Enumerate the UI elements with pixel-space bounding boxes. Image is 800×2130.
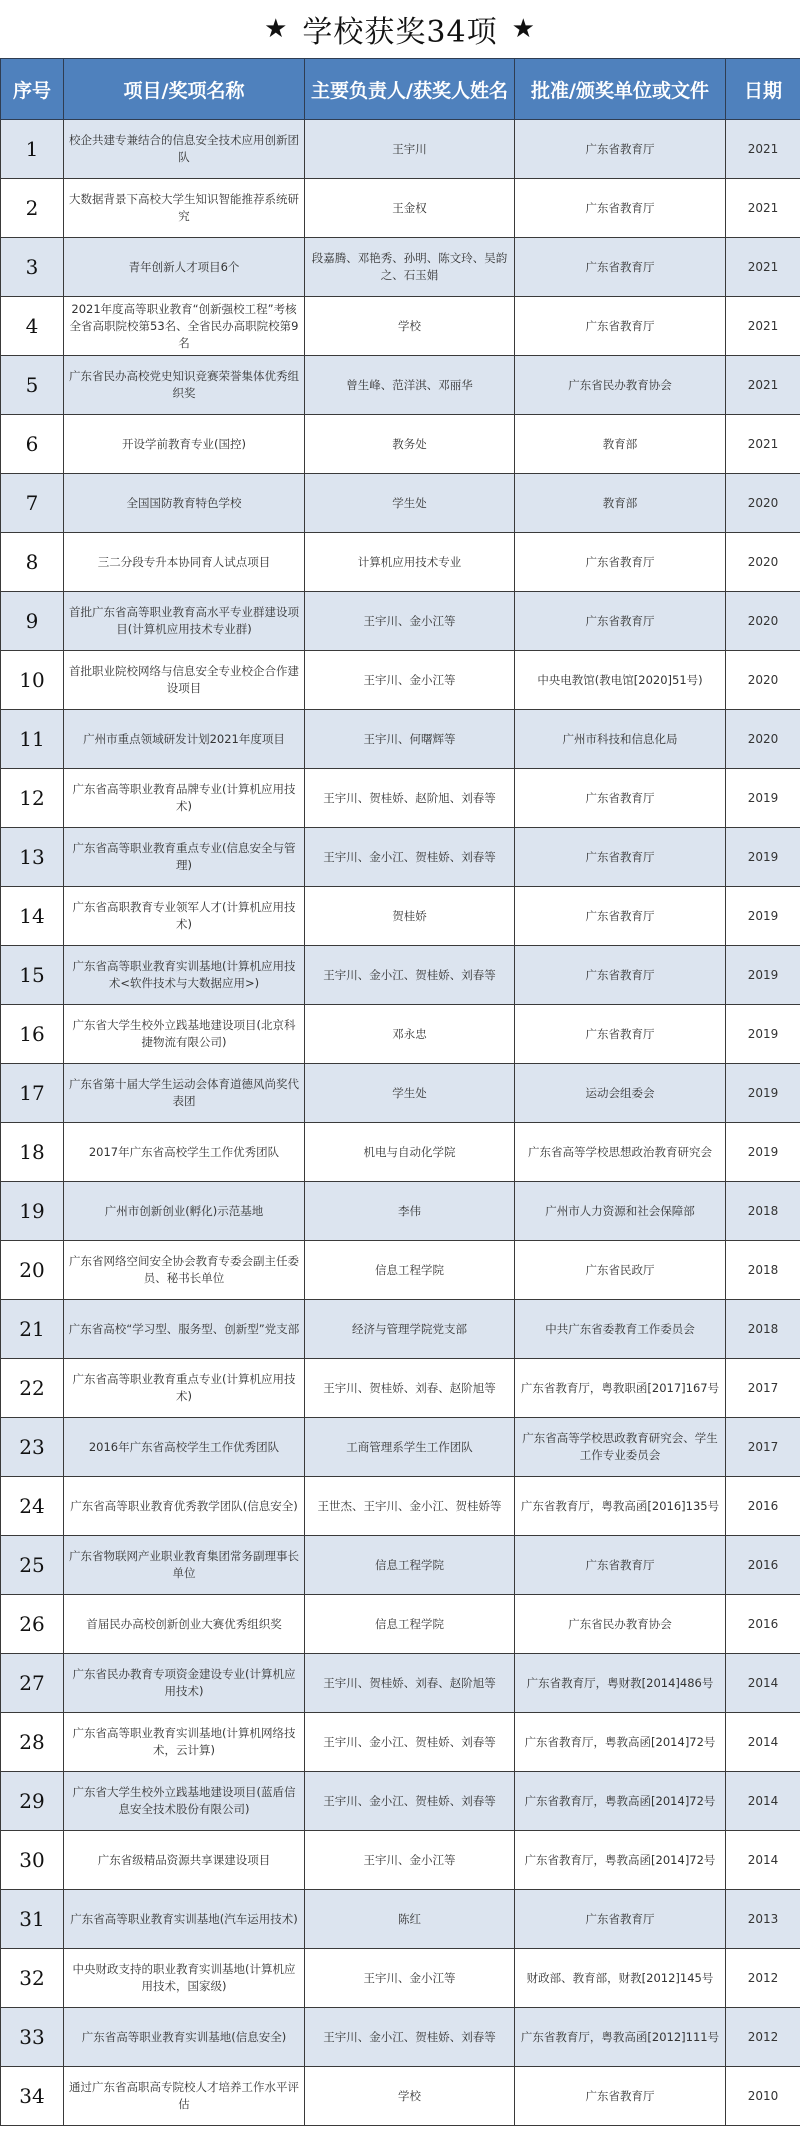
cell-person: 王宇川、金小江等 bbox=[305, 592, 515, 651]
cell-project: 2021年度高等职业教育“创新强校工程”考核全省高职院校第53名、全省民办高职院校第9名 bbox=[64, 297, 305, 356]
cell-date: 2017 bbox=[726, 1418, 800, 1477]
cell-project: 中央财政支持的职业教育实训基地(计算机应用技术，国家级) bbox=[64, 1949, 305, 2008]
header-issuer: 批准/颁奖单位或文件 bbox=[515, 59, 726, 120]
cell-person: 曾生峰、范洋淇、邓丽华 bbox=[305, 356, 515, 415]
cell-date: 2020 bbox=[726, 651, 800, 710]
cell-issuer: 广东省教育厅 bbox=[515, 828, 726, 887]
cell-project: 首批广东省高等职业教育高水平专业群建设项目(计算机应用技术专业群) bbox=[64, 592, 305, 651]
cell-project: 通过广东省高职高专院校人才培养工作水平评估 bbox=[64, 2067, 305, 2126]
cell-person: 王世杰、王宇川、金小江、贺桂娇等 bbox=[305, 1477, 515, 1536]
cell-project: 广东省高等职业教育实训基地(计算机应用技术<软件技术与大数据应用>) bbox=[64, 946, 305, 1005]
cell-index: 6 bbox=[1, 415, 64, 474]
cell-date: 2019 bbox=[726, 1123, 800, 1182]
cell-project: 2016年广东省高校学生工作优秀团队 bbox=[64, 1418, 305, 1477]
cell-index: 22 bbox=[1, 1359, 64, 1418]
cell-person: 学校 bbox=[305, 2067, 515, 2126]
cell-person: 王宇川、贺桂娇、赵阶旭、刘春等 bbox=[305, 769, 515, 828]
cell-index: 2 bbox=[1, 179, 64, 238]
cell-date: 2021 bbox=[726, 415, 800, 474]
table-row bbox=[1, 179, 800, 238]
cell-project: 开设学前教育专业(国控) bbox=[64, 415, 305, 474]
cell-index: 30 bbox=[1, 1831, 64, 1890]
cell-date: 2020 bbox=[726, 592, 800, 651]
cell-issuer: 广东省教育厅 bbox=[515, 2067, 726, 2126]
cell-date: 2012 bbox=[726, 1949, 800, 2008]
table-row bbox=[1, 887, 800, 946]
header-date: 日期 bbox=[726, 59, 800, 120]
cell-issuer: 中央电教馆(教电馆[2020]51号) bbox=[515, 651, 726, 710]
cell-person: 李伟 bbox=[305, 1182, 515, 1241]
cell-project: 广东省第十届大学生运动会体育道德风尚奖代表团 bbox=[64, 1064, 305, 1123]
table-row bbox=[1, 1418, 800, 1477]
cell-index: 31 bbox=[1, 1890, 64, 1949]
cell-person: 计算机应用技术专业 bbox=[305, 533, 515, 592]
cell-project: 广东省大学生校外立践基地建设项目(北京科捷物流有限公司) bbox=[64, 1005, 305, 1064]
cell-issuer: 广东省教育厅，粤财教[2014]486号 bbox=[515, 1654, 726, 1713]
cell-date: 2017 bbox=[726, 1359, 800, 1418]
cell-person: 陈红 bbox=[305, 1890, 515, 1949]
cell-project: 广州市重点领域研发计划2021年度项目 bbox=[64, 710, 305, 769]
cell-index: 13 bbox=[1, 828, 64, 887]
cell-issuer: 中共广东省委教育工作委员会 bbox=[515, 1300, 726, 1359]
cell-person: 王宇川、贺桂娇、刘春、赵阶旭等 bbox=[305, 1359, 515, 1418]
table-row bbox=[1, 474, 800, 533]
cell-index: 15 bbox=[1, 946, 64, 1005]
cell-project: 广东省物联网产业职业教育集团常务副理事长单位 bbox=[64, 1536, 305, 1595]
cell-project: 广东省高等职业教育品牌专业(计算机应用技术) bbox=[64, 769, 305, 828]
cell-index: 7 bbox=[1, 474, 64, 533]
cell-person: 王宇川、金小江、贺桂娇、刘春等 bbox=[305, 1772, 515, 1831]
cell-date: 2021 bbox=[726, 356, 800, 415]
header-index: 序号 bbox=[1, 59, 64, 120]
cell-issuer: 广东省教育厅，粤教高函[2016]135号 bbox=[515, 1477, 726, 1536]
cell-issuer: 广东省教育厅 bbox=[515, 533, 726, 592]
cell-project: 广州市创新创业(孵化)示范基地 bbox=[64, 1182, 305, 1241]
cell-person: 学生处 bbox=[305, 474, 515, 533]
cell-issuer: 广东省教育厅 bbox=[515, 769, 726, 828]
cell-index: 25 bbox=[1, 1536, 64, 1595]
table-row bbox=[1, 1359, 800, 1418]
cell-person: 学校 bbox=[305, 297, 515, 356]
cell-date: 2020 bbox=[726, 533, 800, 592]
cell-person: 学生处 bbox=[305, 1064, 515, 1123]
table-row bbox=[1, 1123, 800, 1182]
awards-table bbox=[0, 58, 800, 2126]
cell-issuer: 广东省教育厅，粤教高函[2012]111号 bbox=[515, 2008, 726, 2067]
table-row bbox=[1, 533, 800, 592]
cell-index: 1 bbox=[1, 120, 64, 179]
cell-person: 王宇川、金小江、贺桂娇、刘春等 bbox=[305, 2008, 515, 2067]
cell-person: 邓永忠 bbox=[305, 1005, 515, 1064]
table-row bbox=[1, 1182, 800, 1241]
cell-date: 2018 bbox=[726, 1300, 800, 1359]
cell-date: 2012 bbox=[726, 2008, 800, 2067]
cell-date: 2019 bbox=[726, 1064, 800, 1123]
cell-person: 王宇川、金小江、贺桂娇、刘春等 bbox=[305, 946, 515, 1005]
cell-issuer: 运动会组委会 bbox=[515, 1064, 726, 1123]
cell-issuer: 广东省教育厅 bbox=[515, 1005, 726, 1064]
cell-person: 王宇川、金小江等 bbox=[305, 1949, 515, 2008]
table-row bbox=[1, 1831, 800, 1890]
cell-project: 广东省网络空间安全协会教育专委会副主任委员、秘书长单位 bbox=[64, 1241, 305, 1300]
cell-project: 大数据背景下高校大学生知识智能推荐系统研究 bbox=[64, 179, 305, 238]
cell-issuer: 广东省教育厅 bbox=[515, 592, 726, 651]
cell-date: 2021 bbox=[726, 238, 800, 297]
table-row bbox=[1, 1241, 800, 1300]
cell-date: 2019 bbox=[726, 887, 800, 946]
cell-project: 校企共建专兼结合的信息安全技术应用创新团队 bbox=[64, 120, 305, 179]
cell-index: 16 bbox=[1, 1005, 64, 1064]
cell-issuer: 广东省教育厅 bbox=[515, 238, 726, 297]
table-row bbox=[1, 2067, 800, 2126]
cell-person: 段嘉腾、邓艳秀、孙明、陈文玲、吴韵之、石玉娟 bbox=[305, 238, 515, 297]
cell-project: 广东省高等职业教育重点专业(信息安全与管理) bbox=[64, 828, 305, 887]
star-icon: ★ bbox=[511, 14, 536, 44]
table-row bbox=[1, 1949, 800, 2008]
table-row bbox=[1, 297, 800, 356]
cell-person: 工商管理系学生工作团队 bbox=[305, 1418, 515, 1477]
cell-issuer: 广东省民办教育协会 bbox=[515, 356, 726, 415]
cell-project: 广东省高等职业教育实训基地(计算机网络技术，云计算) bbox=[64, 1713, 305, 1772]
table-row bbox=[1, 946, 800, 1005]
cell-index: 34 bbox=[1, 2067, 64, 2126]
cell-date: 2021 bbox=[726, 120, 800, 179]
cell-index: 19 bbox=[1, 1182, 64, 1241]
cell-person: 贺桂娇 bbox=[305, 887, 515, 946]
cell-index: 24 bbox=[1, 1477, 64, 1536]
table-row bbox=[1, 769, 800, 828]
cell-date: 2021 bbox=[726, 179, 800, 238]
cell-person: 机电与自动化学院 bbox=[305, 1123, 515, 1182]
cell-issuer: 广东省教育厅，粤教高函[2014]72号 bbox=[515, 1772, 726, 1831]
cell-date: 2014 bbox=[726, 1831, 800, 1890]
cell-person: 经济与管理学院党支部 bbox=[305, 1300, 515, 1359]
table-row bbox=[1, 1064, 800, 1123]
cell-project: 广东省级精品资源共享课建设项目 bbox=[64, 1831, 305, 1890]
table-row bbox=[1, 1005, 800, 1064]
cell-date: 2016 bbox=[726, 1536, 800, 1595]
cell-date: 2020 bbox=[726, 474, 800, 533]
cell-index: 18 bbox=[1, 1123, 64, 1182]
cell-person: 王宇川、贺桂娇、刘春、赵阶旭等 bbox=[305, 1654, 515, 1713]
cell-issuer: 广东省教育厅 bbox=[515, 1890, 726, 1949]
cell-person: 王宇川 bbox=[305, 120, 515, 179]
cell-person: 信息工程学院 bbox=[305, 1595, 515, 1654]
cell-issuer: 广东省教育厅 bbox=[515, 179, 726, 238]
title-text: 学校获奖34项 bbox=[302, 15, 498, 50]
table-row bbox=[1, 1772, 800, 1831]
cell-project: 2017年广东省高校学生工作优秀团队 bbox=[64, 1123, 305, 1182]
cell-person: 王宇川、金小江、贺桂娇、刘春等 bbox=[305, 1713, 515, 1772]
cell-index: 20 bbox=[1, 1241, 64, 1300]
cell-issuer: 广东省民政厅 bbox=[515, 1241, 726, 1300]
cell-project: 全国国防教育特色学校 bbox=[64, 474, 305, 533]
cell-date: 2019 bbox=[726, 769, 800, 828]
cell-date: 2018 bbox=[726, 1182, 800, 1241]
cell-index: 27 bbox=[1, 1654, 64, 1713]
cell-index: 33 bbox=[1, 2008, 64, 2067]
cell-index: 9 bbox=[1, 592, 64, 651]
cell-index: 21 bbox=[1, 1300, 64, 1359]
cell-person: 教务处 bbox=[305, 415, 515, 474]
header-project: 项目/奖项名称 bbox=[64, 59, 305, 120]
cell-index: 4 bbox=[1, 297, 64, 356]
cell-index: 14 bbox=[1, 887, 64, 946]
cell-index: 28 bbox=[1, 1713, 64, 1772]
cell-index: 5 bbox=[1, 356, 64, 415]
cell-index: 11 bbox=[1, 710, 64, 769]
cell-person: 信息工程学院 bbox=[305, 1241, 515, 1300]
table-row bbox=[1, 1654, 800, 1713]
cell-date: 2018 bbox=[726, 1241, 800, 1300]
table-row bbox=[1, 120, 800, 179]
cell-person: 王宇川、何曙辉等 bbox=[305, 710, 515, 769]
table-row bbox=[1, 2008, 800, 2067]
table-row bbox=[1, 1477, 800, 1536]
cell-project: 广东省民办教育专项资金建设专业(计算机应用技术) bbox=[64, 1654, 305, 1713]
cell-date: 2016 bbox=[726, 1477, 800, 1536]
cell-person: 王宇川、金小江等 bbox=[305, 1831, 515, 1890]
cell-project: 广东省高等职业教育优秀教学团队(信息安全) bbox=[64, 1477, 305, 1536]
cell-issuer: 教育部 bbox=[515, 415, 726, 474]
cell-index: 10 bbox=[1, 651, 64, 710]
cell-project: 广东省高职教育专业领军人才(计算机应用技术) bbox=[64, 887, 305, 946]
cell-project: 青年创新人才项目6个 bbox=[64, 238, 305, 297]
table-row bbox=[1, 415, 800, 474]
cell-index: 32 bbox=[1, 1949, 64, 2008]
table-row bbox=[1, 710, 800, 769]
cell-date: 2014 bbox=[726, 1772, 800, 1831]
table-row bbox=[1, 592, 800, 651]
cell-date: 2010 bbox=[726, 2067, 800, 2126]
cell-date: 2016 bbox=[726, 1595, 800, 1654]
header-person: 主要负责人/获奖人姓名 bbox=[305, 59, 515, 120]
cell-date: 2014 bbox=[726, 1713, 800, 1772]
table-row bbox=[1, 1713, 800, 1772]
cell-project: 广东省民办高校党史知识竞赛荣誉集体优秀组织奖 bbox=[64, 356, 305, 415]
table-row bbox=[1, 1300, 800, 1359]
cell-index: 29 bbox=[1, 1772, 64, 1831]
cell-index: 26 bbox=[1, 1595, 64, 1654]
table-header-row bbox=[1, 59, 800, 120]
cell-project: 广东省高校“学习型、服务型、创新型”党支部 bbox=[64, 1300, 305, 1359]
cell-project: 广东省高等职业教育重点专业(计算机应用技术) bbox=[64, 1359, 305, 1418]
table-row bbox=[1, 651, 800, 710]
cell-project: 首届民办高校创新创业大赛优秀组织奖 bbox=[64, 1595, 305, 1654]
cell-index: 3 bbox=[1, 238, 64, 297]
cell-date: 2013 bbox=[726, 1890, 800, 1949]
cell-issuer: 广东省高等学校思想政治教育研究会 bbox=[515, 1123, 726, 1182]
cell-issuer: 广东省教育厅，粤教高函[2014]72号 bbox=[515, 1831, 726, 1890]
cell-issuer: 广州市科技和信息化局 bbox=[515, 710, 726, 769]
cell-index: 23 bbox=[1, 1418, 64, 1477]
table-row bbox=[1, 1890, 800, 1949]
cell-project: 广东省高等职业教育实训基地(信息安全) bbox=[64, 2008, 305, 2067]
cell-project: 广东省高等职业教育实训基地(汽车运用技术) bbox=[64, 1890, 305, 1949]
cell-issuer: 广州市人力资源和社会保障部 bbox=[515, 1182, 726, 1241]
table-row bbox=[1, 356, 800, 415]
cell-issuer: 广东省教育厅 bbox=[515, 1536, 726, 1595]
cell-issuer: 财政部、教育部，财教[2012]145号 bbox=[515, 1949, 726, 2008]
cell-index: 12 bbox=[1, 769, 64, 828]
cell-issuer: 广东省教育厅 bbox=[515, 120, 726, 179]
cell-issuer: 广东省教育厅 bbox=[515, 946, 726, 1005]
cell-project: 三二分段专升本协同育人试点项目 bbox=[64, 533, 305, 592]
cell-person: 信息工程学院 bbox=[305, 1536, 515, 1595]
cell-person: 王宇川、金小江等 bbox=[305, 651, 515, 710]
cell-index: 17 bbox=[1, 1064, 64, 1123]
cell-project: 首批职业院校网络与信息安全专业校企合作建设项目 bbox=[64, 651, 305, 710]
cell-date: 2021 bbox=[726, 297, 800, 356]
cell-date: 2019 bbox=[726, 946, 800, 1005]
cell-issuer: 广东省教育厅 bbox=[515, 297, 726, 356]
cell-issuer: 广东省教育厅，粤教高函[2014]72号 bbox=[515, 1713, 726, 1772]
cell-issuer: 广东省民办教育协会 bbox=[515, 1595, 726, 1654]
cell-person: 王宇川、金小江、贺桂娇、刘春等 bbox=[305, 828, 515, 887]
table-row bbox=[1, 238, 800, 297]
cell-index: 8 bbox=[1, 533, 64, 592]
cell-issuer: 教育部 bbox=[515, 474, 726, 533]
cell-date: 2014 bbox=[726, 1654, 800, 1713]
cell-date: 2019 bbox=[726, 1005, 800, 1064]
page-title bbox=[0, 0, 800, 58]
cell-date: 2020 bbox=[726, 710, 800, 769]
table-row bbox=[1, 828, 800, 887]
cell-date: 2019 bbox=[726, 828, 800, 887]
cell-issuer: 广东省教育厅 bbox=[515, 887, 726, 946]
cell-project: 广东省大学生校外立践基地建设项目(蓝盾信息安全技术股份有限公司) bbox=[64, 1772, 305, 1831]
cell-person: 王金权 bbox=[305, 179, 515, 238]
cell-issuer: 广东省高等学校思政教育研究会、学生工作专业委员会 bbox=[515, 1418, 726, 1477]
table-row bbox=[1, 1595, 800, 1654]
star-icon: ★ bbox=[264, 14, 289, 44]
cell-issuer: 广东省教育厅，粤教职函[2017]167号 bbox=[515, 1359, 726, 1418]
table-row bbox=[1, 1536, 800, 1595]
